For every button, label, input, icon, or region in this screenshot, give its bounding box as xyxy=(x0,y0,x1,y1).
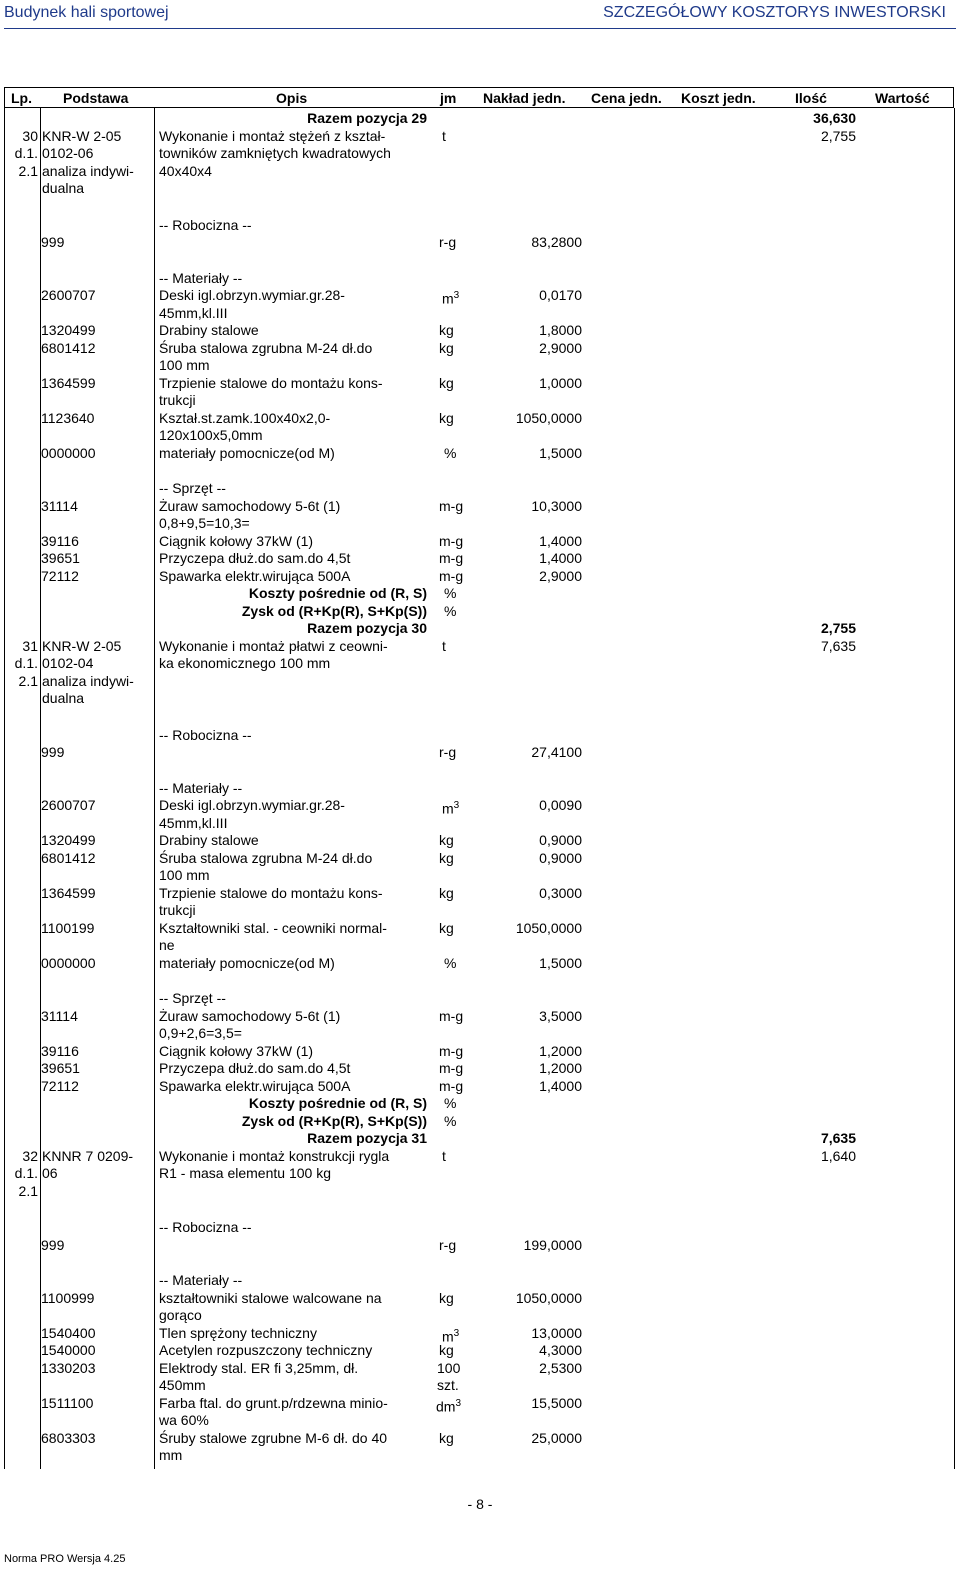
resource-code: 1100999 xyxy=(41,1289,95,1306)
resource-name: 100 mm xyxy=(159,357,210,373)
position-description: towników zamkniętych kwadratowych xyxy=(159,145,391,161)
resource-code: 1100199 xyxy=(41,919,95,936)
unit: kg xyxy=(439,409,454,426)
position-basis: dualna xyxy=(42,690,85,706)
resource-code: 999 xyxy=(41,234,65,250)
resource-norm: 0,3000 xyxy=(539,884,582,901)
resource-norm: 4,3000 xyxy=(539,1342,582,1358)
resource-code: 0000000 xyxy=(41,954,96,971)
unit: kg xyxy=(439,849,454,866)
unit: % xyxy=(444,954,457,971)
resource-code: 72112 xyxy=(41,1077,79,1094)
resource-name: Ciągnik kołowy 37kW (1) xyxy=(159,1042,314,1059)
unit: $m^3$ xyxy=(442,800,460,817)
resource-name: Kształtowniki stal. - ceowniki normal- xyxy=(159,919,387,936)
resource-code: 31114 xyxy=(41,1007,78,1024)
overhead-unit: % xyxy=(444,1095,457,1111)
position-description: R1 - masa elementu 100 kg xyxy=(159,1165,331,1181)
overhead-label: Zysk od (R+Kp(R), S+Kp(S)) xyxy=(241,1112,427,1129)
unit: kg xyxy=(439,919,454,936)
header-rule xyxy=(4,28,956,29)
resource-name: 45mm,kl.III xyxy=(159,814,228,831)
unit: kg xyxy=(439,832,454,848)
resource-name: Kształ.st.zamk.100x40x2,0- xyxy=(159,409,331,426)
resource-norm: 1050,0000 xyxy=(515,409,582,426)
unit: m-g xyxy=(439,1007,464,1024)
resource-code: 1123640 xyxy=(41,409,95,426)
resource-code: 6801412 xyxy=(41,849,96,866)
position-total-qty: 2,755 xyxy=(820,620,856,636)
col-podstawa: Podstawa xyxy=(63,90,129,106)
position-description: ka ekonomicznego 100 mm xyxy=(159,655,331,671)
resource-code: 1364599 xyxy=(41,374,96,391)
resource-name: ne xyxy=(159,937,175,953)
unit: r-g xyxy=(439,1236,457,1253)
position-description: 40x40x4 xyxy=(159,162,212,179)
resource-code: 1540000 xyxy=(41,1342,96,1358)
resource-norm: 13,0000 xyxy=(531,1324,582,1341)
document-type: SZCZEGÓŁOWY KOSZTORYS INWESTORSKI xyxy=(603,4,946,21)
resource-norm: 10,3000 xyxy=(531,497,582,514)
resource-code: 0000000 xyxy=(41,444,96,461)
position-unit: t xyxy=(442,127,446,144)
unit: r-g xyxy=(439,234,457,250)
position-basis: analiza indywi- xyxy=(42,162,134,179)
resource-code: 1330203 xyxy=(41,1359,96,1376)
resource-code: 1364599 xyxy=(41,884,96,901)
section-label: -- Sprzęt -- xyxy=(159,990,226,1006)
unit: m-g xyxy=(439,1077,464,1094)
resource-norm: 1,2000 xyxy=(539,1060,582,1076)
overhead-label: Koszty pośrednie od (R, S) xyxy=(248,1095,427,1111)
resource-name: Drabiny stalowe xyxy=(159,832,259,848)
section-label: -- Materiały -- xyxy=(159,1272,243,1288)
resource-code: 72112 xyxy=(41,567,79,584)
position-basis: KNNR 7 0209- xyxy=(42,1147,134,1164)
resource-code: 999 xyxy=(41,744,65,760)
position-description: Wykonanie i montaż stężeń z kształ- xyxy=(159,127,386,144)
position-quantity: 7,635 xyxy=(820,637,856,654)
resource-norm: 1,4000 xyxy=(539,532,582,549)
resource-name: Drabiny stalowe xyxy=(159,322,259,338)
resource-norm: 15,5000 xyxy=(531,1394,582,1411)
unit: m-g xyxy=(439,550,464,566)
resource-norm: 199,0000 xyxy=(523,1236,582,1253)
resource-name: Farba ftal. do grunt.p/rdzewna miniо- xyxy=(159,1394,388,1411)
cost-table-body xyxy=(4,108,954,1470)
resource-norm: 1050,0000 xyxy=(515,919,582,936)
resource-name: Spawarka elektr.wirująca 500A xyxy=(159,567,351,584)
resource-code: 2600707 xyxy=(41,797,96,813)
unit: $m^3$ xyxy=(442,1327,460,1345)
position-unit: t xyxy=(442,637,446,654)
unit: m-g xyxy=(439,567,464,584)
unit: kg xyxy=(439,1429,454,1446)
position-number: 2.1 xyxy=(18,162,38,179)
position-basis: 0102-04 xyxy=(42,655,94,671)
resource-code: 6803303 xyxy=(41,1429,96,1446)
resource-code: 1511100 xyxy=(41,1394,94,1411)
col-naklad: Nakład jedn. xyxy=(483,90,566,106)
col-opis: Opis xyxy=(276,90,308,106)
position-number: 32 xyxy=(22,1147,38,1164)
unit: kg xyxy=(439,322,454,338)
resource-name: Ciągnik kołowy 37kW (1) xyxy=(159,532,314,549)
position-number: 2.1 xyxy=(18,672,38,689)
unit: kg xyxy=(439,339,454,356)
resource-norm: 25,0000 xyxy=(531,1429,582,1446)
resource-code: 1320499 xyxy=(41,322,96,338)
resource-name: Śruba stalowa zgrubna M-24 dł.do xyxy=(159,339,373,356)
overhead-unit: % xyxy=(444,602,457,619)
section-label: -- Materiały -- xyxy=(159,779,243,796)
resource-norm: 3,5000 xyxy=(539,1007,582,1024)
resource-code: 39651 xyxy=(41,1060,80,1076)
resource-code: 1540400 xyxy=(41,1324,96,1341)
resource-name: materiały pomocnicze(od M) xyxy=(159,444,335,461)
col-lp: Lp. xyxy=(11,90,32,106)
section-label: -- Robocizna -- xyxy=(159,1219,252,1235)
resource-name: Przyczepa dłuż.do sam.do 4,5t xyxy=(159,1060,351,1076)
position-quantity: 1,640 xyxy=(820,1147,856,1164)
unit: m-g xyxy=(439,1060,464,1076)
overhead-unit: % xyxy=(444,1112,457,1129)
position-description: Wykonanie i montaż konstrukcji rygla xyxy=(159,1147,390,1164)
unit: szt. xyxy=(437,1377,459,1393)
resource-name: 450mm xyxy=(159,1377,206,1393)
position-number: 31 xyxy=(22,637,38,654)
unit: kg xyxy=(439,1342,454,1358)
resource-name: Trzpienie stalowe do montażu kons- xyxy=(159,884,383,901)
unit: kg xyxy=(439,374,454,391)
resource-name: Trzpienie stalowe do montażu kons- xyxy=(159,374,383,391)
resource-code: 999 xyxy=(41,1236,65,1253)
position-basis: KNR-W 2-05 xyxy=(42,127,122,144)
position-total-qty: 7,635 xyxy=(820,1130,856,1146)
resource-name: Tlen sprężony techniczny xyxy=(159,1324,317,1341)
resource-name: 120x100x5,0mm xyxy=(159,427,263,443)
resource-name: 0,9+2,6=3,5= xyxy=(159,1025,242,1041)
resource-code: 39651 xyxy=(41,550,80,566)
position-total-label: Razem pozycja 31 xyxy=(307,1130,427,1146)
col-divider xyxy=(954,108,955,1469)
resource-norm: 1,4000 xyxy=(539,1077,582,1094)
resource-name: mm xyxy=(159,1447,183,1463)
resource-name: wa 60% xyxy=(159,1412,209,1428)
table-header xyxy=(4,87,954,108)
resource-norm: 1,2000 xyxy=(539,1042,582,1059)
resource-name: Żuraw samochodowy 5-6t (1) xyxy=(159,497,341,514)
resource-norm: 1050,0000 xyxy=(515,1289,582,1306)
resource-name: Przyczepa dłuż.do sam.do 4,5t xyxy=(159,550,351,566)
resource-norm: 2,9000 xyxy=(539,339,582,356)
col-ilosc: Ilość xyxy=(795,90,827,106)
position-total-label: Razem pozycja 30 xyxy=(307,620,427,636)
section-label: -- Materiały -- xyxy=(159,269,243,286)
resource-name: 100 mm xyxy=(159,867,210,883)
resource-name: Śruba stalowa zgrubna M-24 dł.do xyxy=(159,849,373,866)
resource-name: Spawarka elektr.wirująca 500A xyxy=(159,1077,351,1094)
footer-text: Norma PRO Wersja 4.25 xyxy=(4,1553,126,1565)
resource-norm: 1,4000 xyxy=(539,550,582,566)
position-number: d.1. xyxy=(14,1165,38,1181)
position-basis: 06 xyxy=(42,1165,58,1181)
position-number: d.1. xyxy=(14,145,38,161)
position-number: 2.1 xyxy=(18,1182,38,1199)
resource-norm: 83,2800 xyxy=(531,234,582,250)
resource-norm: 27,4100 xyxy=(531,744,582,760)
position-number: d.1. xyxy=(14,655,38,671)
resource-name: 45mm,kl.III xyxy=(159,304,228,321)
resource-name: Deski igl.obrzyn.wymiar.gr.28- xyxy=(159,287,345,303)
overhead-label: Zysk od (R+Kp(R), S+Kp(S)) xyxy=(241,602,427,619)
unit: kg xyxy=(439,1289,454,1306)
resource-code: 1320499 xyxy=(41,832,96,848)
resource-name: Acetylen rozpuszczony techniczny xyxy=(159,1342,373,1358)
position-basis: analiza indywi- xyxy=(42,672,134,689)
resource-norm: 2,9000 xyxy=(539,567,582,584)
resource-norm: 0,9000 xyxy=(539,849,582,866)
resource-name: trukcji xyxy=(159,392,196,408)
col-wartosc: Wartość xyxy=(875,90,930,106)
resource-name: materiały pomocnicze(od M) xyxy=(159,954,335,971)
unit: % xyxy=(444,444,457,461)
resource-name: trukcji xyxy=(159,902,196,918)
unit: $m^3$ xyxy=(442,290,460,307)
section-label: -- Robocizna -- xyxy=(159,216,252,233)
resource-code: 6801412 xyxy=(41,339,96,356)
position-basis: KNR-W 2-05 xyxy=(42,637,122,654)
position-total-label: Razem pozycja 29 xyxy=(307,110,427,126)
resource-norm: 0,0170 xyxy=(539,287,582,303)
resource-name: kształtowniki stalowe walcowane na xyxy=(159,1289,382,1306)
resource-norm: 2,5300 xyxy=(539,1359,582,1376)
resource-code: 39116 xyxy=(41,1042,79,1059)
unit: m-g xyxy=(439,532,464,549)
resource-name: 0,8+9,5=10,3= xyxy=(159,515,250,531)
resource-name: Deski igl.obrzyn.wymiar.gr.28- xyxy=(159,797,345,813)
unit: $dm^3$ xyxy=(436,1397,462,1415)
resource-code: 39116 xyxy=(41,532,79,549)
resource-norm: 1,5000 xyxy=(539,954,582,971)
position-unit: t xyxy=(442,1147,446,1164)
resource-name: Elektrody stal. ER fi 3,25mm, dł. xyxy=(159,1359,359,1376)
position-basis: dualna xyxy=(42,180,85,196)
section-label: -- Sprzęt -- xyxy=(159,480,226,496)
unit: m-g xyxy=(439,497,464,514)
section-label: -- Robocizna -- xyxy=(159,726,252,743)
resource-norm: 1,5000 xyxy=(539,444,582,461)
position-total-qty: 36,630 xyxy=(813,110,856,126)
resource-name: Żuraw samochodowy 5-6t (1) xyxy=(159,1007,341,1024)
page-number: - 8 - xyxy=(467,1496,493,1512)
position-number: 30 xyxy=(22,127,38,144)
position-quantity: 2,755 xyxy=(820,127,856,144)
col-jm: jm xyxy=(440,90,457,106)
col-koszt: Koszt jedn. xyxy=(681,90,756,106)
resource-norm: 1,8000 xyxy=(539,322,582,338)
resource-code: 2600707 xyxy=(41,287,96,303)
unit: 100 xyxy=(437,1359,461,1376)
overhead-label: Koszty pośrednie od (R, S) xyxy=(248,585,427,601)
col-cena: Cena jedn. xyxy=(591,90,662,106)
unit: m-g xyxy=(439,1042,464,1059)
resource-norm: 1,0000 xyxy=(539,374,582,391)
document-title: Budynek hali sportowej xyxy=(4,4,169,21)
position-description: Wykonanie i montaż płatwi z ceowni- xyxy=(159,637,388,654)
resource-code: 31114 xyxy=(41,497,78,514)
resource-name: gorąco xyxy=(159,1307,202,1323)
unit: r-g xyxy=(439,744,457,760)
overhead-unit: % xyxy=(444,585,457,601)
resource-norm: 0,9000 xyxy=(539,832,582,848)
unit: kg xyxy=(439,884,454,901)
position-basis: 0102-06 xyxy=(42,145,94,161)
resource-norm: 0,0090 xyxy=(539,797,582,813)
resource-name: Śruby stalowe zgrubne M-6 dł. do 40 xyxy=(159,1429,388,1446)
